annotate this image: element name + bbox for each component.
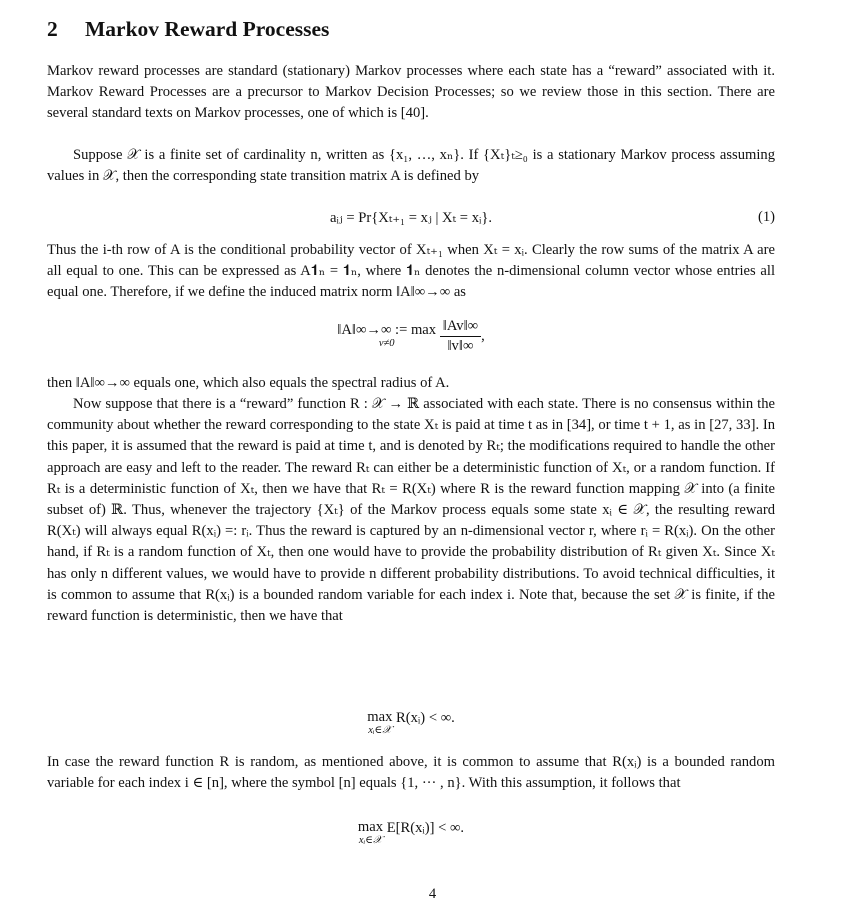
norm-fraction [440,318,481,355]
equation-1-number: (1) [757,209,775,225]
paragraph-row-sums: Thus the i-th row of A is the conditional probability vector of Xₜ₊₁ when Xₜ = xᵢ. Clearly the row sums of the matrix A are all equal to one. This can be expressed as A𝟏ₙ = 𝟏ₙ, where 𝟏ₙ denotes the n-dimensional column vector whose entries all equal one. Therefore, if we define the induced matrix norm ‖A‖∞→∞ as [47,242,775,301]
paragraph-reward-function: Now suppose that there is a “reward” function R : 𝒳 → ℝ associated with each state. There is no consensus within the community about whether the reward corresponding to the state Xₜ is paid at time t as in [34], or time t + 1, as in [27, 33]. In this paper, it is assumed that the reward is paid at time t, and is denoted by Rₜ; the modifications required to handle the other approach are easy and left to the reader. The reward Rₜ can either be a deterministic function of Xₜ, or a random function. If Rₜ is a deterministic function of Xₜ, then we have that Rₜ = R(Xₜ) where R is the reward function mapping 𝒳 into (a finite subset of) ℝ. Thus, whenever the trajectory {Xₜ} of the Markov process equals some state xᵢ ∈ 𝒳, the resulting reward R(Xₜ) will always equal R(xᵢ) =: rᵢ. Thus the reward is captured by an n-dimensional vector r, where rᵢ = R(xᵢ). On the other hand, if Rₜ is a random function of Xₜ, then one would have to provide the probability distribution of Rₜ given Xₜ. Since Xₜ has only n different values, we would have to provide n different probability distributions. To avoid technical difficulties, it is common to assume that R(xᵢ) is a bounded random variable for each index i. Note that, because the set 𝒳 is finite, if the reward function is deterministic, then we have that [47,396,775,625]
equation-norm [47,318,775,366]
equation-max-expected [47,820,775,854]
norm-tail: , [481,327,485,344]
equation-1 [47,209,775,233]
page-number: 4 [428,886,437,902]
norm-lhs: ‖A‖∞→∞ := max [337,321,437,338]
max-operator-2: max [357,819,384,835]
equation-1-body: aᵢⱼ = Pr{Xₜ₊₁ = xⱼ | Xₜ = xᵢ}. [329,210,493,226]
section-heading [47,17,329,42]
paragraph-intro: Markov reward processes are standard (stationary) Markov processes where each state has a “reward” associated with it. Markov Reward Processes are a precursor to Markov Decision Processes; so we review those in this section. There are several standard texts on Markov processes, one of which is [40]. [47,63,775,122]
paragraph-spectral-radius: then ‖A‖∞→∞ equals one, which also equals the spectral radius of A. [47,375,450,391]
equation-max-reward [47,710,775,744]
section-title: Markov Reward Processes [85,17,330,41]
paragraph-random-reward: In case the reward function R is random, as mentioned above, it is common to assume that R(xᵢ) is a bounded random variable for each index i ∈ [n], where the symbol [n] equals {1, ··· , n}. With this assumption, it follows that [47,754,775,792]
max-subscript: xᵢ∈𝒳 [368,725,392,736]
norm-denominator: ‖v‖∞ [447,338,474,354]
paragraph-transition-matrix: Suppose 𝒳 is a finite set of cardinality n, written as {x₁, …, xₙ}. If {Xₜ}ₜ≥₀ is a stationary Markov process assuming values in 𝒳, then the corresponding state transition matrix A is defined by [47,147,775,185]
max-subscript-2: xᵢ∈𝒳 [358,835,383,846]
max-reward-body: R(xᵢ) < ∞. [396,710,455,726]
max-expected-body: E[R(xᵢ)] < ∞. [386,820,465,836]
max-operator: max [367,709,393,725]
norm-numerator: ‖Av‖∞ [440,318,481,337]
section-number: 2 [47,17,58,41]
norm-max-subscript: v≠0 [378,337,395,349]
